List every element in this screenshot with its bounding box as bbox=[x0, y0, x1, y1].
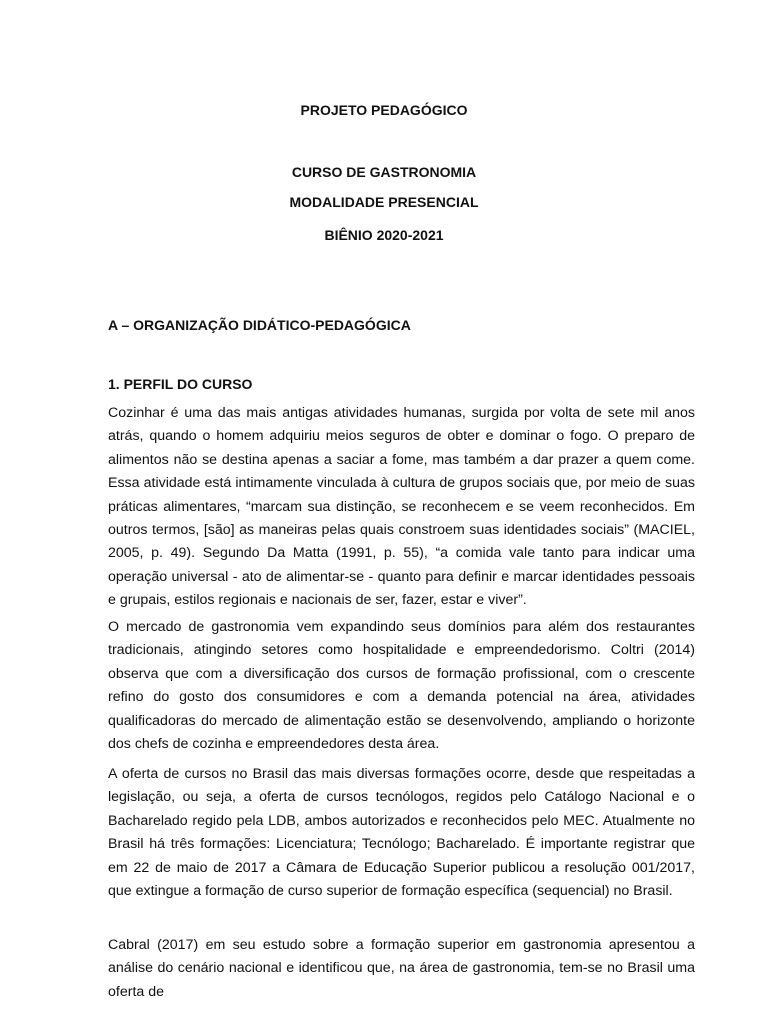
course-name: CURSO DE GASTRONOMIA bbox=[291, 164, 477, 180]
subsection-heading: 1. PERFIL DO CURSO bbox=[108, 376, 253, 392]
paragraph-3: A oferta de cursos no Brasil das mais diversas formações ocorre, desde que respeitadas a legislação, ou seja, a oferta de cursos tecnólogos, regidos pelo Catálogo Nacional e o Bacharelado regido pela LDB, ambos autorizados e reconhecidos pelo MEC. Atualmente no Brasil há três formações: Licenciatura; Tecnólogo; Bacharelado. É importante registrar que em 22 de maio de 2017 a Câmara de Educação Superior publicou a resolução 001/2017, que extingue a formação de curso superior de formação específica (sequencial) no Brasil. bbox=[108, 766, 695, 900]
course-modality: MODALIDADE PRESENCIAL bbox=[289, 194, 479, 210]
document-title: PROJETO PEDAGÓGICO bbox=[300, 102, 468, 118]
paragraph-1: Cozinhar é uma das mais antigas atividades humanas, surgida por volta de sete mil anos atrás, quando o homem adquiriu meios seguros de obter e dominar o fogo. O preparo de alimentos não se destina apenas a saciar a fome, mas também a dar prazer a quem come. Essa atividade está intimamente vinculada à cultura de grupos sociais que, por meio de suas práticas alimentares, “marcam sua distinção, se reconhecem e se veem reconhecidos. Em outros termos, [são] as maneiras pelas quais constroem suas identidades sociais” (MACIEL, 2005, p. 49). Segundo Da Matta (1991, p. 55), “a comida vale tanto para indicar uma operação universal - ato de alimentar-se - quanto para definir e marcar identidades pessoais e grupais, estilos regionais e nacionais de ser, fazer, estar e viver”. bbox=[108, 405, 695, 609]
section-heading: A – ORGANIZAÇÃO DIDÁTICO-PEDAGÓGICA bbox=[108, 317, 411, 333]
paragraph-4: Cabral (2017) em seu estudo sobre a formação superior em gastronomia apresentou a análise do cenário nacional e identificou que, na área de gastronomia, tem-se no Brasil uma oferta de bbox=[108, 937, 695, 1000]
paragraph-2: O mercado de gastronomia vem expandindo seus domínios para além dos restaurantes tradicionais, atingindo setores como hospitalidade e empreendedorismo. Coltri (2014) observa que com a diversificação dos cursos de formação profissional, com o crescente refino do gosto dos consumidores e com a demanda potencial na área, atividades qualificadoras do mercado de alimentação estão se desenvolvendo, ampliando o horizonte dos chefs de cozinha e empreendedores desta área. bbox=[108, 619, 695, 753]
course-period: BIÊNIO 2020-2021 bbox=[324, 227, 444, 243]
